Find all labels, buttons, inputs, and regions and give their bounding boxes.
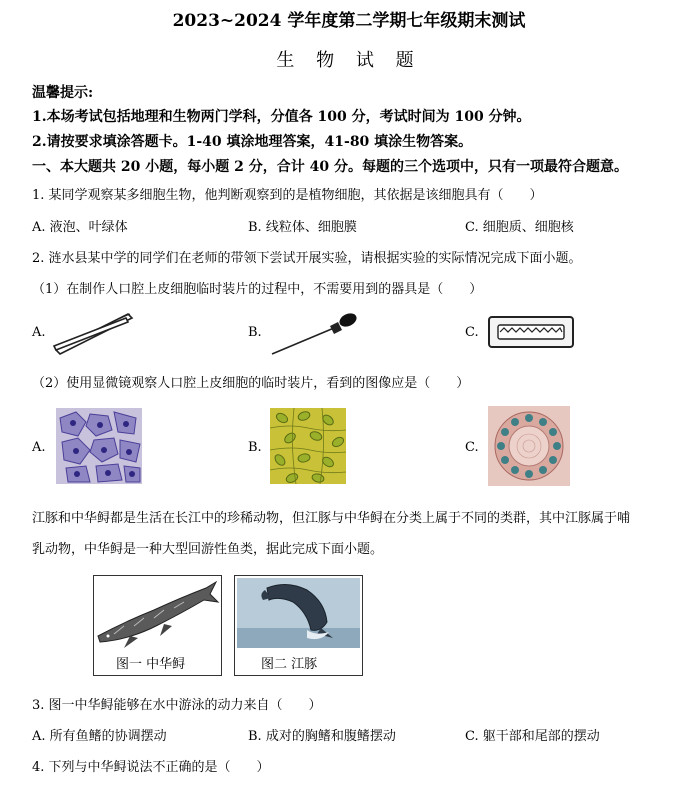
- figure-1-caption: 图一 中华鲟: [116, 657, 186, 672]
- q2-sub1-option-a-label: A.: [32, 325, 46, 340]
- finless-porpoise-image: [237, 578, 360, 648]
- q2-sub2-option-b-label: B.: [248, 440, 262, 455]
- sturgeon-image: [94, 578, 221, 650]
- tips-heading: 温馨提示:: [32, 85, 94, 101]
- question-2-sub2: （2）使用显微镜观察人口腔上皮细胞的临时装片，看到的图像应是（ ）: [32, 376, 470, 391]
- question-3-option-a: A. 所有鱼鳍的协调摆动: [32, 729, 167, 744]
- question-1-stem: 1. 某同学观察某多细胞生物，他判断观察到的是植物细胞，其依据是该细胞具有（ ）: [32, 188, 543, 203]
- passage-line-2: 乳动物，中华鲟是一种大型回游性鱼类，据此完成下面小题。: [32, 542, 384, 557]
- leaf-epidermis-image: [270, 408, 346, 484]
- tip-line-2: 2.请按要求填涂答题卡。1-40 填涂地理答案，41-80 填涂生物答案。: [32, 134, 473, 150]
- dropper-image: [268, 310, 360, 358]
- question-3-option-c: C. 躯干部和尾部的摆动: [465, 729, 600, 744]
- tweezers-image: [52, 308, 134, 356]
- question-2-stem: 2. 涟水县某中学的同学们在老师的带领下尝试开展实验，请根据实验的实际情况完成下面小题。: [32, 251, 582, 266]
- stem-cross-section-image: [488, 406, 570, 486]
- q2-sub1-option-c-label: C.: [465, 325, 479, 340]
- q2-sub1-option-b-label: B.: [248, 325, 262, 340]
- exam-title: 2023~2024 学年度第二学期七年级期末测试: [172, 11, 526, 31]
- figure-2-frame: [234, 575, 363, 676]
- q2-sub2-option-a-label: A.: [32, 440, 46, 455]
- passage-line-1: 江豚和中华鲟都是生活在长江中的珍稀动物，但江豚与中华鲟在分类上属于不同的类群，其中江豚属于哺: [32, 511, 631, 526]
- question-4-stem: 4. 下列与中华鲟说法不正确的是（ ）: [32, 760, 270, 775]
- cheek-cells-image: [56, 408, 142, 484]
- question-3-option-b: B. 成对的胸鳍和腹鳍摆动: [248, 729, 396, 744]
- question-1-option-a: A. 液泡、叶绿体: [32, 220, 128, 235]
- question-2-sub1: （1）在制作人口腔上皮细胞临时装片的过程中，不需要用到的器具是（ ）: [32, 282, 483, 297]
- section-heading: 一、本大题共 20 小题，每小题 2 分，合计 40 分。每题的三个选项中，只有一项最符合题意。: [32, 159, 628, 175]
- question-3-stem: 3. 图一中华鲟能够在水中游泳的动力来自（ ）: [32, 698, 322, 713]
- razor-blade-image: [486, 314, 576, 350]
- question-1-option-c: C. 细胞质、细胞核: [465, 220, 574, 235]
- exam-subtitle: 生 物 试 题: [276, 50, 422, 71]
- question-1-option-b: B. 线粒体、细胞膜: [248, 220, 357, 235]
- figure-2-caption: 图二 江豚: [261, 657, 318, 672]
- q2-sub2-option-c-label: C.: [465, 440, 479, 455]
- tip-line-1: 1.本场考试包括地理和生物两门学科，分值各 100 分，考试时间为 100 分钟。: [32, 109, 531, 125]
- figure-1-frame: [93, 575, 222, 676]
